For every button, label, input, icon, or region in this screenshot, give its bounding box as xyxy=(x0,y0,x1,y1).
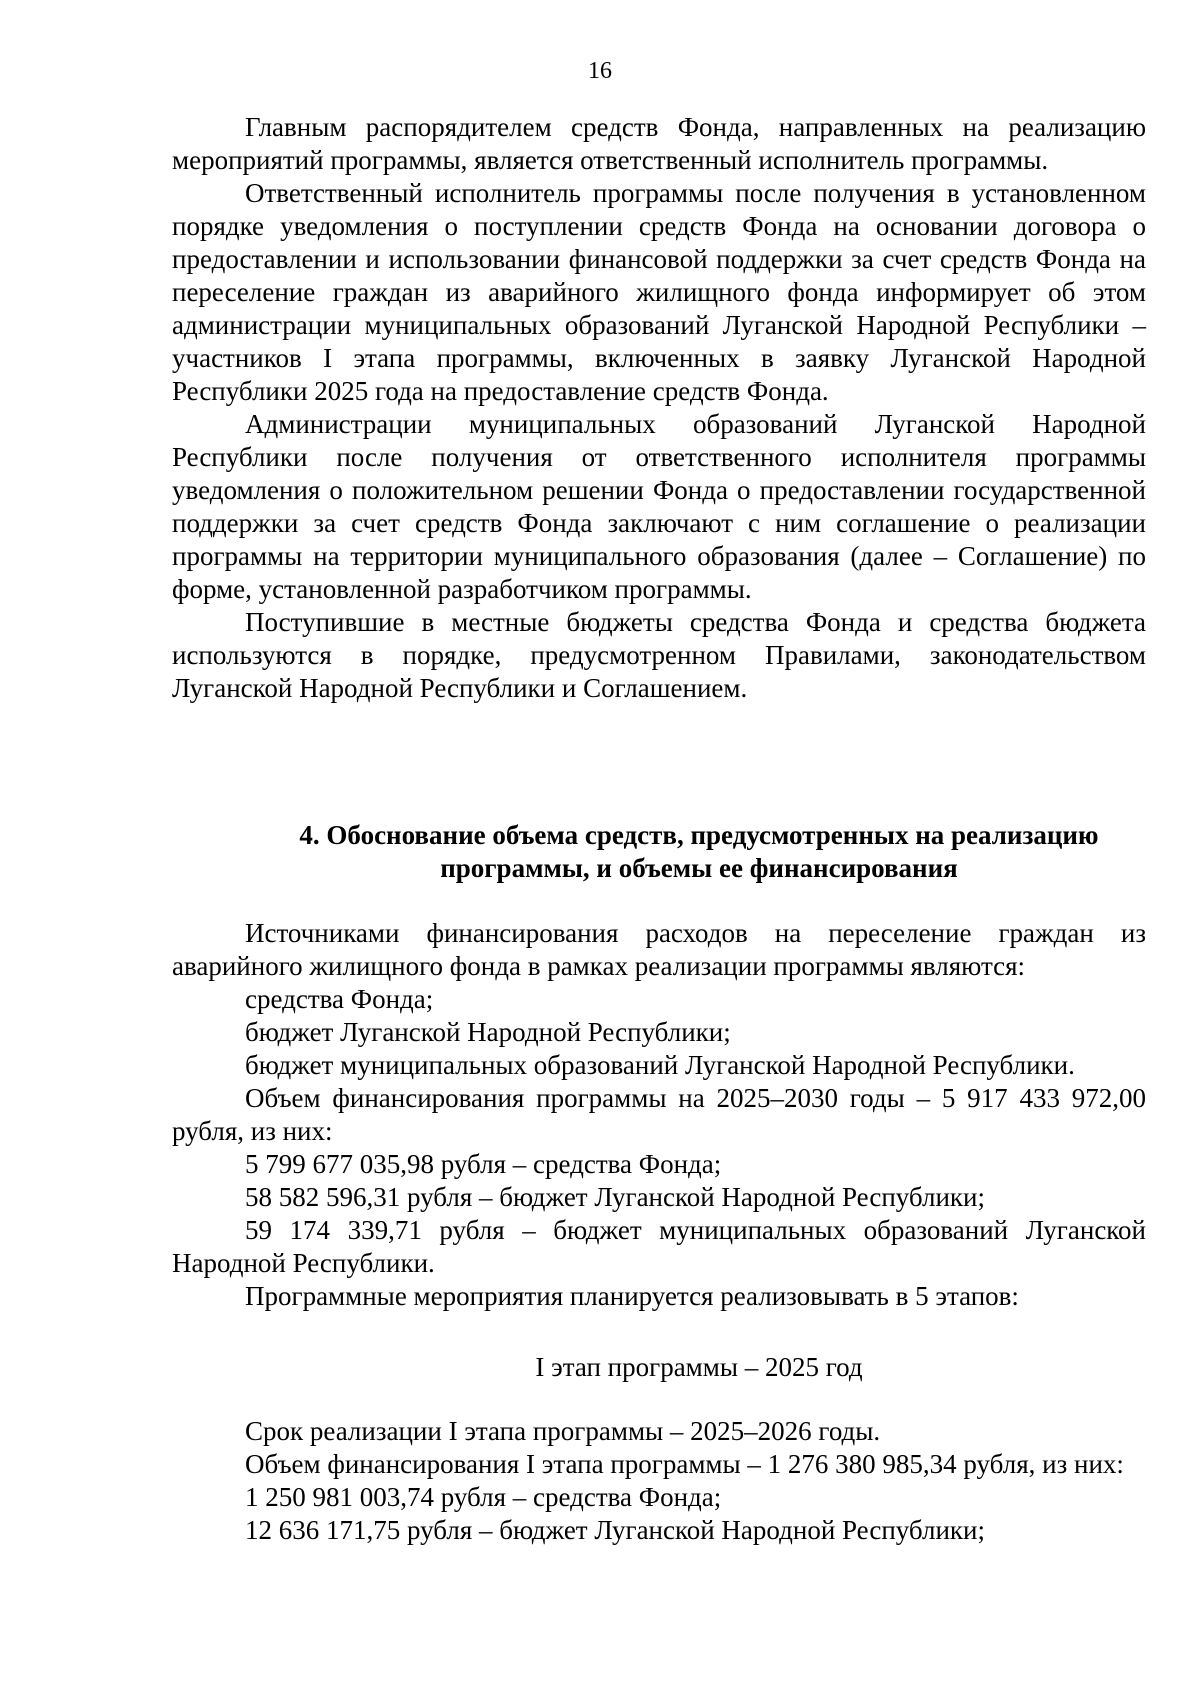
page-number: 16 xyxy=(588,58,612,84)
section-heading-line: 4. Обоснование объема средств, предусмотренных на реализацию xyxy=(299,820,1099,850)
paragraph: Источниками финансирования расходов на переселение граждан из аварийного жилищного фонда в рамках реализации программы являются: xyxy=(172,918,1146,981)
stage-title: I этап программы – 2025 год xyxy=(535,1352,863,1382)
body-section-b xyxy=(172,917,1146,1313)
paragraph: Срок реализации I этапа программы – 2025–2026 годы. xyxy=(245,1416,881,1446)
body-section-c xyxy=(172,1415,1146,1547)
list-item: средства Фонда; xyxy=(245,984,434,1014)
list-item: бюджет муниципальных образований Луганской Народной Республики. xyxy=(245,1050,1075,1080)
list-item: бюджет Луганской Народной Республики; xyxy=(245,1017,731,1047)
paragraph: Поступившие в местные бюджеты средства Фонда и средства бюджета используются в порядке, предусмотренном Правилами, законодательством Луганской Народной Республики и Соглашением. xyxy=(172,607,1146,703)
paragraph: Ответственный исполнитель программы после получения в установленном порядке уведомления о поступлении средств Фонда на основании договора о предоставлении и использовании финансовой поддержки за счет средств Фонда на переселение граждан из аварийного жилищного фонда информирует об этом администрации муниципальных образований Луганской Народной Республики – участников I этапа программы, включенных в заявку Луганской Народной Республики 2025 года на предоставление средств Фонда. xyxy=(172,178,1146,406)
paragraph: 59 174 339,71 рубля – бюджет муниципальных образований Луганской Народной Республики. xyxy=(172,1215,1146,1278)
paragraph: Администрации муниципальных образований Луганской Народной Республики после получения от ответственного исполнителя программы уведомления о положительном решении Фонда о предоставлении государственной поддержки за счет средств Фонда заключают с ним соглашение о реализации программы на территории муниципального образования (далее – Соглашение) по форме, установленной разработчиком программы. xyxy=(172,409,1146,604)
list-item: 12 636 171,75 рубля – бюджет Луганской Народной Республики; xyxy=(245,1515,985,1545)
paragraph: Объем финансирования программы на 2025–2030 годы – 5 917 433 972,00 рубля, из них: xyxy=(172,1083,1146,1146)
paragraph: Программные мероприятия планируется реализовывать в 5 этапов: xyxy=(245,1281,1019,1311)
paragraph: Объем финансирования I этапа программы – 1 276 380 985,34 рубля, из них: xyxy=(245,1449,1124,1479)
section-heading-line: программы, и объемы ее финансирования xyxy=(440,853,958,883)
paragraph: Главным распорядителем средств Фонда, направленных на реализацию мероприятий программы, является ответственный исполнитель программы. xyxy=(172,112,1146,175)
list-item: 5 799 677 035,98 рубля – средства Фонда; xyxy=(245,1149,722,1179)
list-item: 1 250 981 003,74 рубля – средства Фонда; xyxy=(245,1482,722,1512)
list-item: 58 582 596,31 рубля – бюджет Луганской Народной Республики; xyxy=(245,1182,985,1212)
section-heading xyxy=(172,819,1146,885)
body-section-a xyxy=(172,111,1146,705)
